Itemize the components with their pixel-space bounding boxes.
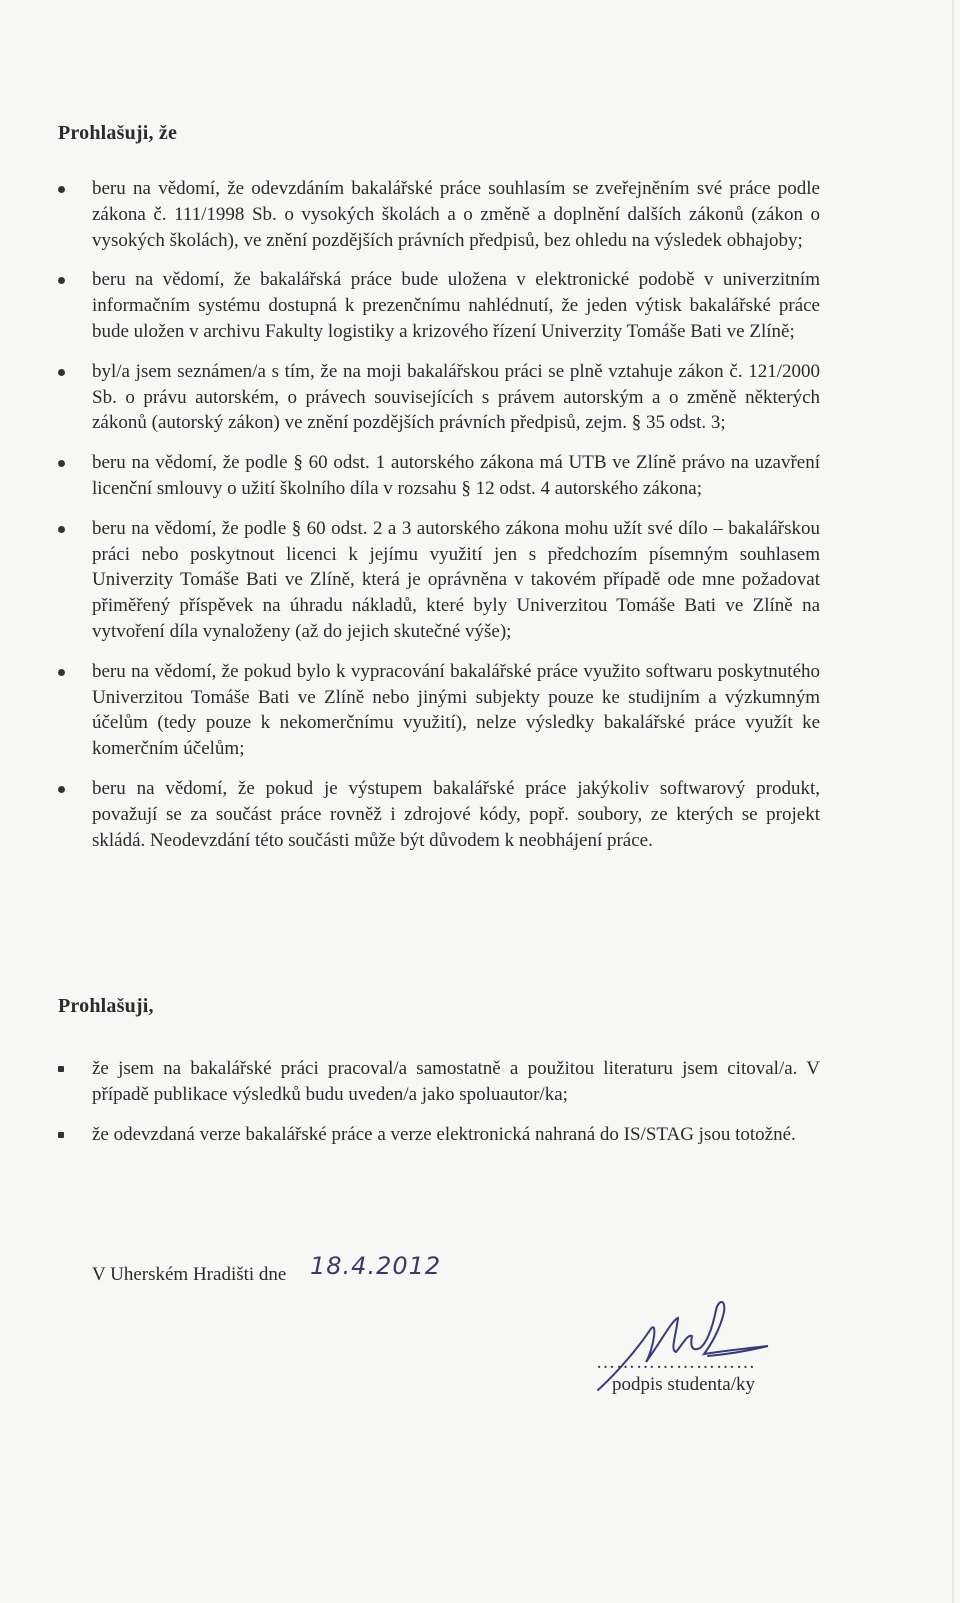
- section1-list: [58, 176, 820, 853]
- section2-heading: Prohlašuji,: [58, 995, 154, 1017]
- bullet-icon: [58, 669, 65, 676]
- section1-heading: Prohlašuji, že: [58, 122, 178, 144]
- bullet-icon: [58, 186, 65, 193]
- signature-line: ……………………: [596, 1352, 756, 1373]
- bullet-icon: [58, 526, 65, 533]
- list-item: beru na vědomí, že podle § 60 odst. 2 a 3 autorského zákona mohu užít své dílo – bakalářskou práci nebo poskytnout licenci k jejímu využití jen s předchozím písemným souhlasem Univerzity Tomáše Bati ve Zlíně, která je oprávněna v takovém případě ode mne požadovat přiměřený příspěvek na úhradu nákladů, které byly Univerzitou Tomáše Bati ve Zlíně na vytvoření díla vynaloženy (až do jejich skutečné výše);: [58, 516, 820, 645]
- square-bullet-icon: [58, 1132, 64, 1138]
- signature-caption: podpis studenta/ky: [612, 1374, 756, 1395]
- list-item: beru na vědomí, že pokud bylo k vypracování bakalářské práce využito softwaru poskytnutého Univerzitou Tomáše Bati ve Zlíně nebo jinými subjekty pouze ke studijním a výzkumným účelům (tedy pouze k nekomerčnímu využití), nelze výsledky bakalářské práce využít ke komerčním účelům;: [58, 659, 820, 762]
- list-item: že odevzdaná verze bakalářské práce a verze elektronická nahraná do IS/STAG jsou totožné.: [58, 1122, 820, 1148]
- list-item: beru na vědomí, že pokud je výstupem bakalářské práce jakýkoliv softwarový produkt, považují se za součást práce rovněž i zdrojové kódy, popř. soubory, ze kterých se projekt skládá. Neodevzdání této součásti může být důvodem k neobhájení práce.: [58, 776, 820, 853]
- list-item: beru na vědomí, že podle § 60 odst. 1 autorského zákona má UTB ve Zlíně právo na uzavření licenční smlouvy o užití školního díla v rozsahu § 12 odst. 4 autorského zákona;: [58, 450, 820, 502]
- scan-edge: [952, 0, 954, 1603]
- bullet-icon: [58, 786, 65, 793]
- bullet-icon: [58, 460, 65, 467]
- place-date-label: V Uherském Hradišti dne: [92, 1264, 287, 1285]
- list-item: byl/a jsem seznámen/a s tím, že na moji bakalářskou práci se plně vztahuje zákon č. 121/2000 Sb. o právu autorském, o právech souvisejících s právem autorským a o změně některých zákonů (autorský zákon) ve znění pozdějších právních předpisů, zejm. § 35 odst. 3;: [58, 359, 820, 436]
- list-item: beru na vědomí, že odevzdáním bakalářské práce souhlasím se zveřejněním své práce podle zákona č. 111/1998 Sb. o vysokých školách a o změně a doplnění dalších zákonů (zákon o vysokých školách), ve znění pozdějších právních předpisů, bez ohledu na výsledek obhajoby;: [58, 176, 820, 253]
- section2-list: [58, 1056, 820, 1147]
- handwritten-date: 18.4.2012: [310, 1252, 442, 1280]
- list-item: že jsem na bakalářské práci pracoval/a samostatně a použitou literaturu jsem citoval/a. V případě publikace výsledků budu uveden/a jako spoluautor/ka;: [58, 1056, 820, 1108]
- bullet-icon: [58, 369, 65, 376]
- bullet-icon: [58, 277, 65, 284]
- square-bullet-icon: [58, 1066, 64, 1072]
- list-item: beru na vědomí, že bakalářská práce bude uložena v elektronické podobě v univerzitním informačním systému dostupná k prezenčnímu nahlédnutí, že jeden výtisk bakalářské práce bude uložen v archivu Fakulty logistiky a krizového řízení Univerzity Tomáše Bati ve Zlíně;: [58, 267, 820, 344]
